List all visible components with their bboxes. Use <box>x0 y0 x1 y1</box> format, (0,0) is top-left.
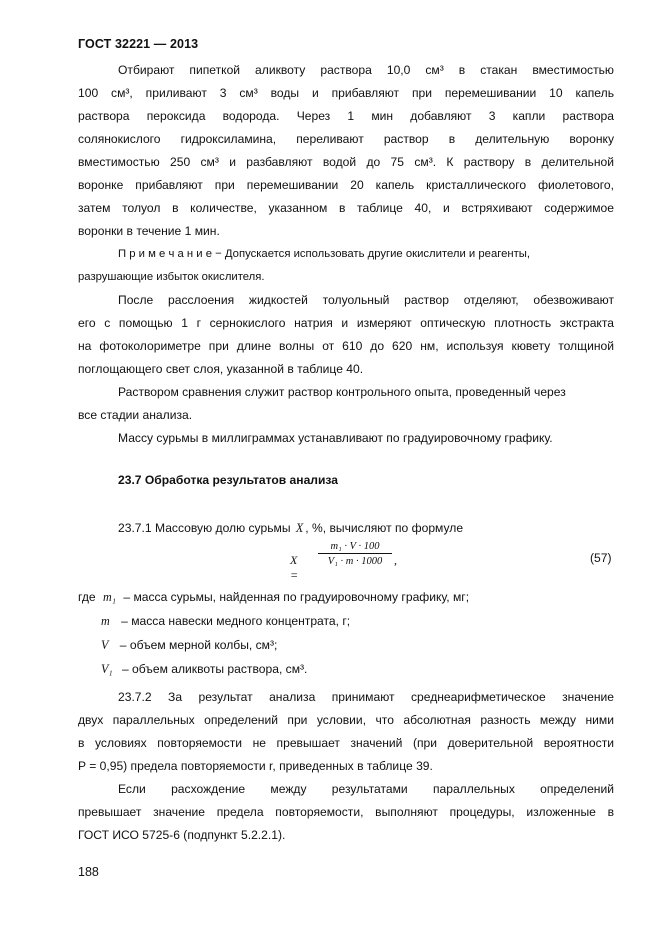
paragraph-separation <box>78 289 614 381</box>
text-line: воронке прибавляют при перемешивании 20 капель кристаллического фиолетового, <box>78 178 614 192</box>
where-intro: где <box>78 590 96 604</box>
text-line: его с помощью 1 г сернокислого натрия и измеряют оптическую плотность экстракта <box>78 316 614 330</box>
text-line: воронки в течение 1 мин. <box>78 224 220 238</box>
note <box>78 243 614 289</box>
equation-number: (57) <box>590 551 612 565</box>
text-line: 100 см³, приливают 3 см³ воды и прибавляют при перемешивании 10 капель <box>78 86 614 100</box>
text-line: раствора пероксида водорода. Через 1 мин добавляют 3 капли раствора <box>78 109 614 123</box>
formula-numerator: m₁ · V · 100 <box>318 541 392 554</box>
section-heading: 23.7 Обработка результатов анализа <box>118 473 338 487</box>
definition: – масса сурьмы, найденная по градуировочному графику, мг; <box>123 590 470 604</box>
paragraph-mass <box>78 427 614 450</box>
symbol: m <box>101 614 110 628</box>
text-line: P = 0,95) предела повторяемости r, приведенных в таблице 39. <box>78 759 433 773</box>
paragraph-aliquot <box>78 59 614 243</box>
note-text-2: разрушающие избыток окислителя. <box>78 271 265 283</box>
formula-comma: , <box>394 553 397 567</box>
text-line: двух параллельных определений при условии, что абсолютная разность между ними <box>78 713 614 727</box>
text-line: 23.7.2 За результат анализа принимают среднеарифметическое значение <box>118 690 614 704</box>
definition: – объем аликвоты раствора, см³. <box>121 662 308 676</box>
note-label: П р и м е ч а н и е <box>118 248 213 260</box>
paragraph-reference <box>78 381 614 427</box>
definition: – объем мерной колбы, см³; <box>119 638 278 652</box>
formula-lhs: X = <box>290 553 299 582</box>
var-x: X <box>295 521 304 535</box>
text-line: затем толуол в количестве, указанном в таблице 40, и встряхивают содержимое <box>78 201 614 215</box>
text-line: вместимостью 250 см³ и разбавляют водой до 75 см³. К раствору в делительной <box>78 155 614 169</box>
text-line: солянокислого гидроксиламина, переливают раствор в делительную воронку <box>78 132 614 146</box>
paragraph-2371 <box>78 517 614 540</box>
page-number: 188 <box>78 865 99 879</box>
symbol: V₁ <box>101 662 113 676</box>
where-item-2 <box>101 614 350 629</box>
text-line: все стадии анализа. <box>78 408 193 422</box>
definition: – масса навески медного концентрата, г; <box>121 614 351 628</box>
note-text: − Допускается использовать другие окислители и реагенты, <box>212 248 531 260</box>
paragraph-discrepancy <box>78 778 614 847</box>
text-line: Если расхождение между результатами параллельных определений <box>118 782 614 796</box>
text-line: Раствором сравнения служит раствор контрольного опыта, проведенный через <box>118 385 566 399</box>
text-line: Отбирают пипеткой аликвоту раствора 10,0 см³ в стакан вместимостью <box>118 63 614 77</box>
text-line: в условиях повторяемости не превышает значений (при доверительной вероятности <box>78 736 614 750</box>
symbol: V <box>101 638 109 652</box>
where-item-1 <box>78 590 469 605</box>
text-2371-after: , %, вычисляют по формуле <box>305 521 464 535</box>
where-item-4 <box>101 662 307 677</box>
text-2371-before: 23.7.1 Массовую долю сурьмы <box>118 521 291 535</box>
formula-denominator: V₁ · m · 1000 <box>327 556 383 567</box>
text-line: Массу сурьмы в миллиграммах устанавливают по градуировочному графику. <box>118 431 553 445</box>
where-item-3 <box>101 638 277 653</box>
symbol: m₁ <box>103 590 116 604</box>
text-line: После расслоения жидкостей толуольный раствор отделяют, обезвоживают <box>118 293 614 307</box>
text-line: на фотоколориметре при длине волны от 610 до 620 нм, используя кювету толщиной <box>78 339 614 353</box>
paragraph-2372 <box>78 686 614 778</box>
text-line: ГОСТ ИСО 5725-6 (подпункт 5.2.2.1). <box>78 828 286 842</box>
text-line: превышает значение предела повторяемости, выполняют процедуры, изложенные в <box>78 805 614 819</box>
text-line: поглощающего свет слоя, указанной в таблице 40. <box>78 362 364 376</box>
document-header: ГОСТ 32221 — 2013 <box>78 37 199 51</box>
formula-fraction <box>318 541 392 567</box>
